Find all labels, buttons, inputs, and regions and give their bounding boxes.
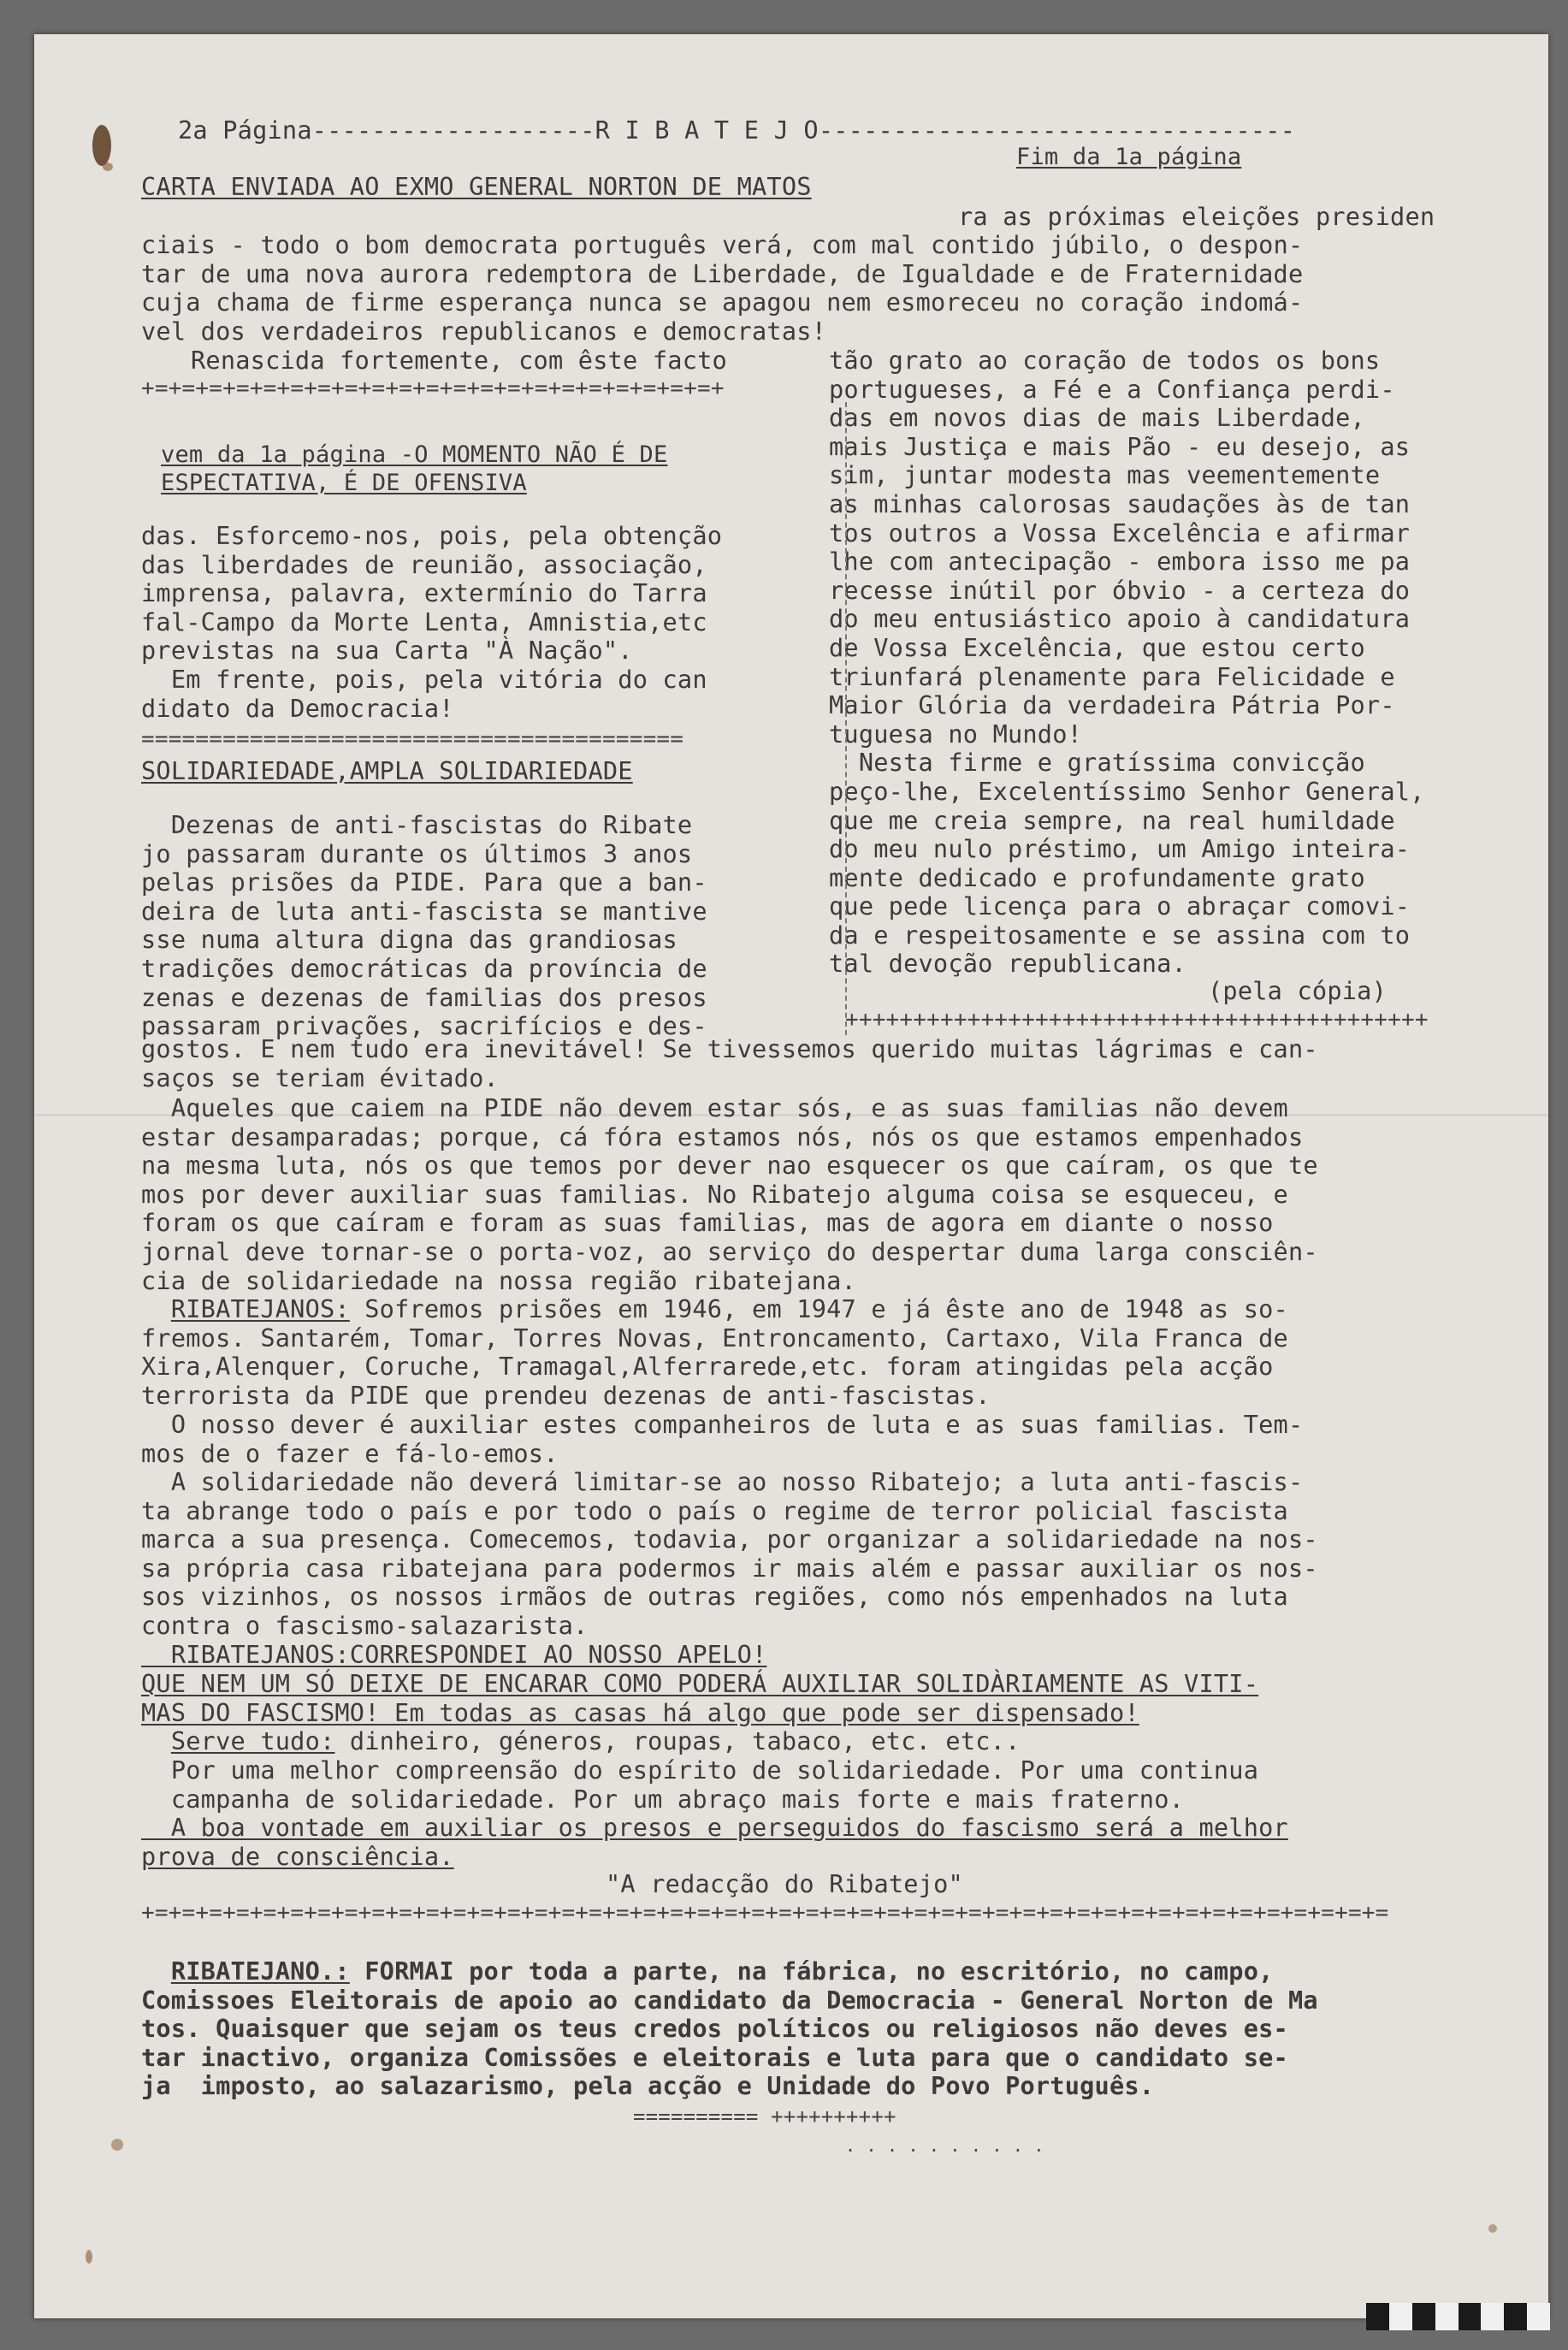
- scale-cell: [1435, 2303, 1459, 2330]
- continuation-note: Fim da 1a página: [1016, 144, 1242, 170]
- scale-cell: [1459, 2303, 1482, 2330]
- letter-first-line: ra as próximas eleições presiden: [958, 202, 1435, 231]
- letter-renascida: Renascida fortemente, com êste facto: [191, 346, 727, 375]
- stain-dot: [103, 163, 113, 171]
- boa-vontade: A boa vontade em auxiliar os presos e perseguidos do fascismo será a melhor prova de consciência.: [141, 1813, 1288, 1871]
- ribatejanos-label: RIBATEJANOS:: [170, 1294, 350, 1323]
- appeal-block: [141, 1957, 1318, 2101]
- redaccao-signature: "A redacção do Ribatejo": [606, 1869, 963, 1898]
- solidariedade-para-6: Por uma melhor compreensão do espírito de solidariedade. Por uma continua campanha de solidariedade. Por um abraço mais forte e mais fraterno.: [170, 1755, 1259, 1814]
- solidariedade-left-column: Dezenas de anti-fascistas do Ribate jo passaram durante os últimos 3 anos pelas prisões da PIDE. Para que a ban- deira de luta anti-fascista se mantive sse numa altura digna das grandiosas tradições democráticas da província de zenas e dezenas de familias dos presos passaram privações, sacrifícios e des-: [141, 810, 707, 1041]
- serve-line: [141, 1727, 1021, 1756]
- apelo-heading: RIBATEJANOS:CORRESPONDEI AO NOSSO APELO!: [141, 1640, 767, 1669]
- solidariedade-para-2: Aqueles que caiem na PIDE não devem estar sós, e as suas familias não devem estar desamparadas; porque, cá fóra estamos nós, nós os que estamos empenhados na mesma luta, nós os que temos por dever nao esquecer os que caíram, os que te mos por dever auxiliar suas familias. No Ribatejo alguma coisa se esqueceu, e foram os que caíram e foram as suas familias, mas de agora em diante o nosso jornal deve tornar-se o porta-voz, ao serviço do despertar duma larga consciên- cia de solidariedade na nossa região ribatejana.: [141, 1093, 1318, 1295]
- end-divider-1: ========== ++++++++++: [633, 2104, 896, 2128]
- ink-stain: [92, 125, 111, 166]
- letter-signature: (pela cópia): [1208, 976, 1387, 1005]
- scale-cell: [1366, 2303, 1389, 2330]
- ribatejanos-para: [141, 1295, 1288, 1410]
- momento-body: das. Esforcemo-nos, pois, pela obtenção das liberdades de reunião, associação, imprensa, palavra, extermínio do Tarra fal-Campo da Morte Lenta, Amnistia,etc previstas na sua Carta "À Nação". Em frente, pois, pela vitória do can didato da Democracia!: [141, 521, 723, 723]
- divider-equals: ========================================: [141, 726, 684, 752]
- color-scale-bar: [1366, 2303, 1550, 2330]
- scale-cell: [1504, 2303, 1527, 2330]
- letter-body: ciais - todo o bom democrata português verá, com mal contido júbilo, o despon- tar de uma nova aurora redemptora de Liberdade, de Igualdade e de Fraternidade cuja chama de firme esperança nunca se apagou nem esmoreceu no coração indomá- vel dos verdadeiros republicanos e democratas!: [141, 230, 1304, 346]
- momento-title-2: ESPECTATIVA, É DE OFENSIVA: [161, 470, 527, 496]
- column-separator: [845, 402, 847, 1035]
- stain-dot: [1488, 2224, 1497, 2233]
- divider-plus-long: +=+=+=+=+=+=+=+=+=+=+=+=+=+=+=+=+=+=+=+=+=+=+=+=+=+=+=+=+=+=+=+=+=+=+=+=+=+=+=+=+=+=+=+=+=+=: [141, 1900, 1389, 1926]
- letter-right-column: tão grato ao coração de todos os bons portugueses, a Fé e a Confiança perdi- das em novos dias de mais Liberdade, mais Justiça e mais Pão - eu desejo, as sim, juntar modesta mas veementemente as minhas calorosas saudações às de tan tos outros a Vossa Excelência e afirmar lhe com antecipação - embora isso me pa recesse inútil por óbvio - a certeza do do meu entusiástico apoio à candidatura de Vossa Excelência, que estou certo triunfará plenamente para Felicidade e Maior Glória da verdadeira Pátria Por- tuguesa no Mundo! Nesta firme e gratíssima convicção peço-lhe, Excelentíssimo Senhor General, que me creia sempre, na real humildade do meu nulo préstimo, um Amigo inteira- mente dedicado e profundamente grato que pede licença para o abraçar comovi- da e respeitosamente e se assina com to tal devoção republicana.: [829, 346, 1425, 979]
- appeal-text: FORMAI por toda a parte, na fábrica, no escritório, no campo, Comissoes Eleitorais de apoio ao candidato da Democracia - General Norton de Ma tos. Quaisquer que sejam os teus credos políticos ou religiosos não deves es- tar inactivo, organiza Comissões e eleitorais e luta para que o candidato se- ja imposto, ao salazarismo, pela acção e Unidade do Povo Português.: [141, 1956, 1318, 2101]
- divider-plus-right: +++++++++++++++++++++++++++++++++++++++++++: [845, 1007, 1429, 1033]
- page-header: 2a Página-------------------R I B A T E J O--------------------------------: [178, 115, 1296, 145]
- scale-cell: [1389, 2303, 1412, 2330]
- apelo-text: QUE NEM UM SÓ DEIXE DE ENCARAR COMO PODERÁ AUXILIAR SOLIDÀRIAMENTE AS VITI- MAS DO FASCISMO! Em todas as casas há algo que pode ser dispensado!: [141, 1669, 1259, 1727]
- ribatejanos-text: Sofremos prisões em 1946, em 1947 e já êste ano de 1948 as so- fremos. Santarém, Tomar, Torres Novas, Entroncamento, Cartaxo, Vila Franca de Xira,Alenquer, Coruche, Tramagal,Alferrarede,etc. foram atingidas pela acção terrorista da PIDE que prendeu dezenas de anti-fascistas.: [141, 1294, 1288, 1410]
- serve-text: dinheiro, géneros, roupas, tabaco, etc. etc..: [334, 1726, 1021, 1755]
- scale-cell: [1412, 2303, 1435, 2330]
- solidariedade-para-1: gostos. E nem tudo era inevitável! Se tivessemos querido muitas lágrimas e can- saços se teriam évitado.: [141, 1034, 1318, 1092]
- letter-title: CARTA ENVIADA AO EXMO GENERAL NORTON DE MATOS: [141, 172, 812, 201]
- scale-cell: [1481, 2303, 1504, 2330]
- stain-dot: [111, 2139, 123, 2151]
- momento-title-1: vem da 1a página -O MOMENTO NÃO É DE: [161, 441, 668, 468]
- stain-dot: [86, 2250, 92, 2264]
- solidariedade-para-5: A solidariedade não deverá limitar-se ao nosso Ribatejo; a luta anti-fascis- ta abrange todo o país e por todo o país o regime de terror policial fascista marca a sua presença. Comecemos, todavia, por organizar a solidariedade na nos- sa própria casa ribatejana para podermos ir mais além e passar auxiliar os nos- sos vizinhos, os nossos irmãos de outras regiões, como nós empenhados na luta contra o fascismo-salazarista.: [141, 1467, 1318, 1640]
- end-divider-2: . . . . . . . . . .: [845, 2135, 1044, 2156]
- scale-cell: [1527, 2303, 1550, 2330]
- divider-plus: +=+=+=+=+=+=+=+=+=+=+=+=+=+=+=+=+=+=+=+=+=+: [141, 376, 725, 401]
- serve-label: Serve tudo:: [170, 1726, 335, 1755]
- solidariedade-title: SOLIDARIEDADE,AMPLA SOLIDARIEDADE: [141, 756, 633, 785]
- solidariedade-para-4: O nosso dever é auxiliar estes companheiros de luta e as suas familias. Tem- mos de o fazer e fá-lo-emos.: [141, 1410, 1304, 1468]
- appeal-label: RIBATEJANO.:: [170, 1956, 350, 1986]
- document-page: [34, 34, 1548, 2318]
